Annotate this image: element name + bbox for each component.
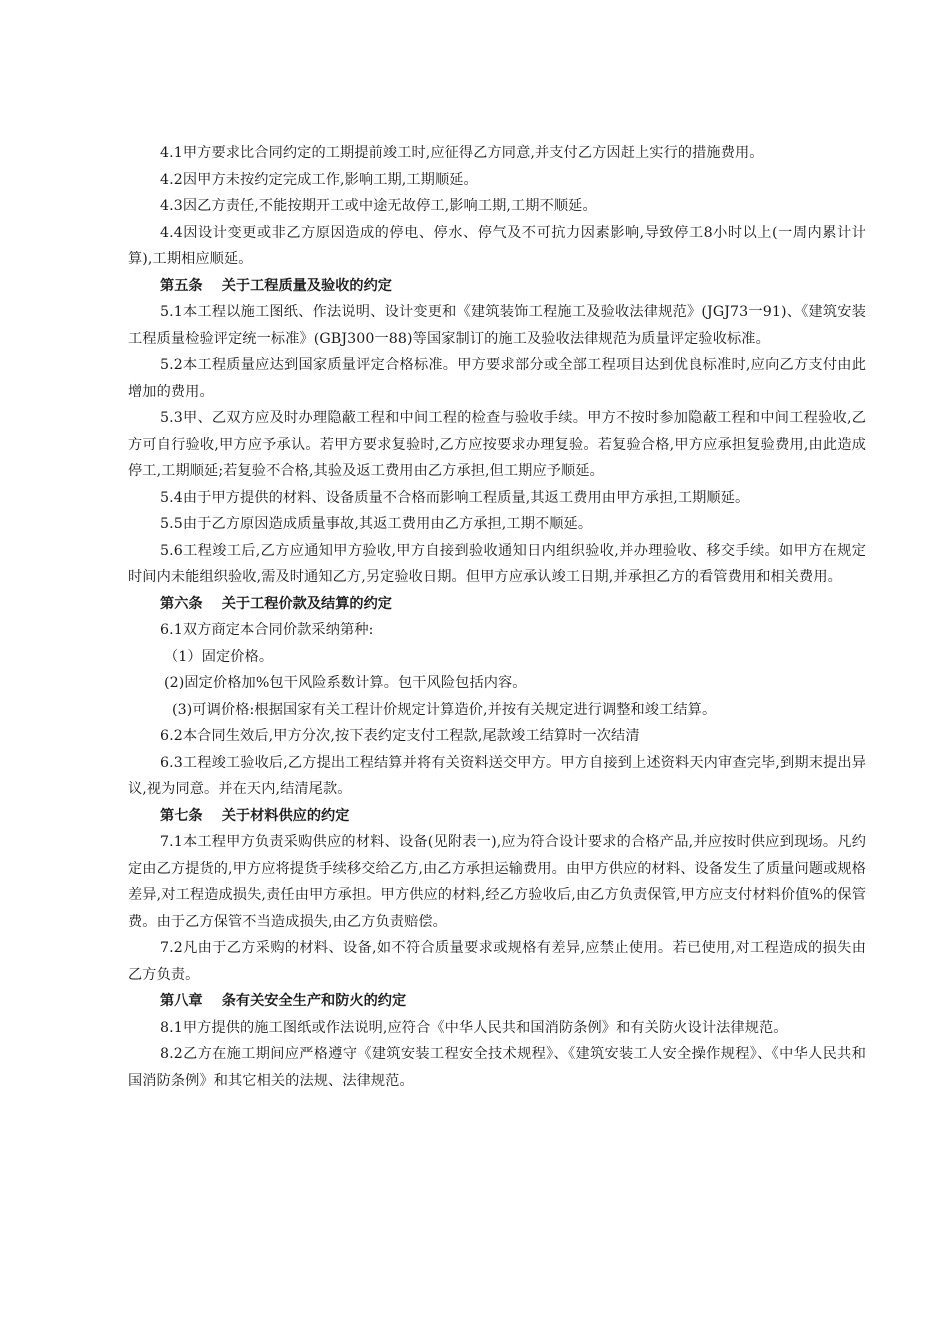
clause-6-3: 6.3工程竣工验收后,乙方提出工程结算并将有关资料送交甲方。甲方自接到上述资料天内审查完毕,到期末提出异议,视为同意。并在天内,结清尾款。: [128, 754, 866, 797]
clause-6-1: 6.1双方商定本合同价款采纳第种:: [160, 622, 374, 638]
clause-6-1-option-1: （1）固定价格。: [164, 648, 274, 665]
clause-4-1: 4.1甲方要求比合同约定的工期提前竣工时,应征得乙方同意,并支付乙方因赶上实行的措施费用。: [160, 145, 764, 161]
clause-5-6: 5.6工程竣工后,乙方应通知甲方验收,甲方自接到验收通知日内组织验收,并办理验收、移交手续。如甲方在规定时间内未能组织验收,需及时通知乙方,另定验收日期。但甲方应承认竣工日期,并承担乙方的看管费用和相关费用。: [128, 542, 866, 585]
clause-7-2: 7.2凡由于乙方采购的材料、设备,如不符合质量要求或规格有差异,应禁止使用。若已使用,对工程造成的损失由乙方负责。: [128, 940, 866, 983]
clause-7-1: 7.1本工程甲方负责采购供应的材料、设备(见附表一),应为符合设计要求的合格产品,并应按时供应到现场。凡约定由乙方提货的,甲方应将提货手续移交给乙方,由乙方承担运输费用。由甲方供应的材料、设备发生了质量问题或规格差异,对工程造成损失,责任由甲方承担。甲方供应的材料,经乙方验收后,由乙方负责保管,甲方应支付材料价值%的保管费。由于乙方保管不当造成损失,由乙方负责赔偿。: [128, 834, 866, 930]
clause-4-3: 4.3因乙方责任,不能按期开工或中途无故停工,影响工期,工期不顺延。: [160, 198, 597, 214]
clause-8-1: 8.1甲方提供的施工图纸或作法说明,应符合《中华人民共和国消防条例》和有关防火设计法律规范。: [160, 1019, 788, 1036]
clause-5-4: 5.4由于甲方提供的材料、设备质量不合格而影响工程质量,其返工费用由甲方承担,工期顺延。: [160, 489, 750, 506]
document-page: [128, 140, 866, 1094]
clause-6-2: 6.2本合同生效后,甲方分次,按下表约定支付工程款,尾款竣工结算时一次结清: [160, 728, 640, 744]
clause-6-1-option-3: (3)可调价格:根据国家有关工程计价规定计算造价,并按有关规定进行调整和竣工结算。: [172, 701, 717, 718]
section-heading-7: 第七条 关于材料供应的约定: [160, 807, 350, 824]
section-heading-6: 第六条 关于工程价款及结算的约定: [160, 595, 392, 612]
section-heading-8: 第八章 条有关安全生产和防火的约定: [160, 993, 407, 1009]
section-heading-5: 第五条 关于工程质量及验收的约定: [160, 277, 392, 294]
clause-4-2: 4.2因甲方未按约定完成工作,影响工期,工期顺延。: [160, 171, 478, 188]
clause-8-2: 8.2乙方在施工期间应严格遵守《建筑安装工程安全技术规程》、《建筑安装工人安全操作规程》、《中华人民共和国消防条例》和其它相关的法规、法律规范。: [128, 1046, 866, 1089]
clause-5-1: 5.1本工程以施工图纸、作法说明、设计变更和《建筑装饰工程施工及验收法律规范》(JGJ73一91)、《建筑安装工程质量检验评定统一标准》(GBJ300一88)等国家制订的施工及验收法律规范为质量评定验收标准。: [128, 304, 866, 347]
clause-5-5: 5.5由于乙方原因造成质量事故,其返工费用由乙方承担,工期不顺延。: [160, 516, 593, 532]
clause-4-4: 4.4因设计变更或非乙方原因造成的停电、停水、停气及不可抗力因素影响,导致停工8小时以上(一周内累计计算),工期相应顺延。: [128, 224, 866, 267]
clause-5-2: 5.2本工程质量应达到国家质量评定合格标准。甲方要求部分或全部工程项目达到优良标准时,应向乙方支付由此增加的费用。: [128, 357, 866, 400]
clause-6-1-option-2: (2)固定价格加%包干风险系数计算。包干风险包括内容。: [164, 675, 527, 691]
clause-5-3: 5.3甲、乙双方应及时办理隐蔽工程和中间工程的检查与验收手续。甲方不按时参加隐蔽工程和中间工程验收,乙方可自行验收,甲方应予承认。若甲方要求复验时,乙方应按要求办理复验。若复验合格,甲方应承担复验费用,由此造成停工,工期顺延;若复验不合格,其验及返工费用由乙方承担,但工期应予顺延。: [128, 410, 866, 479]
